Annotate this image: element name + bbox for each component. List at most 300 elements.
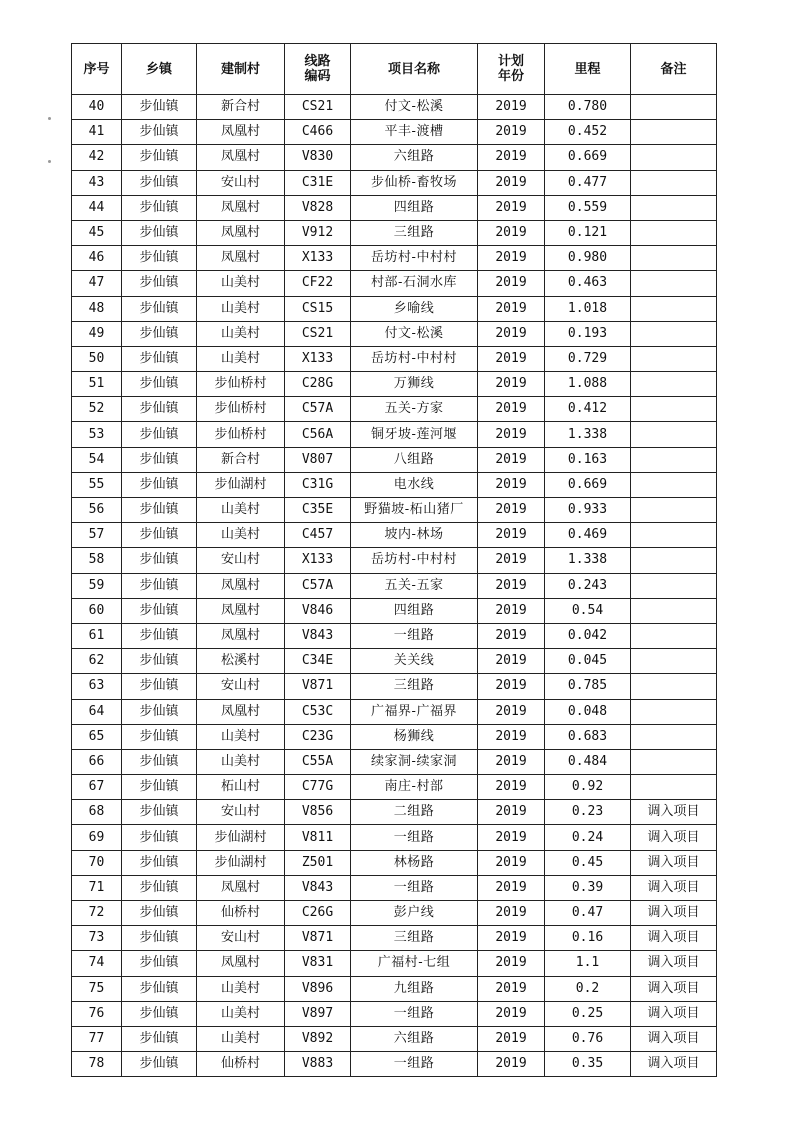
- cell-village: 山美村: [197, 296, 285, 321]
- cell-project: 岳坊村-中村村: [351, 548, 478, 573]
- cell-mileage: 0.484: [545, 749, 631, 774]
- header-code: [285, 44, 351, 95]
- cell-town: 步仙镇: [122, 724, 197, 749]
- cell-project: 岳坊村-中村村: [351, 346, 478, 371]
- cell-town: 步仙镇: [122, 397, 197, 422]
- cell-no: 72: [72, 901, 122, 926]
- table-row: [72, 271, 717, 296]
- cell-town: 步仙镇: [122, 372, 197, 397]
- cell-year: 2019: [478, 623, 545, 648]
- cell-town: 步仙镇: [122, 321, 197, 346]
- cell-year: 2019: [478, 573, 545, 598]
- cell-project: 二组路: [351, 800, 478, 825]
- cell-year: 2019: [478, 1052, 545, 1077]
- cell-code: V843: [285, 875, 351, 900]
- cell-project: 一组路: [351, 1001, 478, 1026]
- cell-remark: [631, 296, 717, 321]
- cell-project: 三组路: [351, 674, 478, 699]
- cell-no: 78: [72, 1052, 122, 1077]
- table-row: [72, 875, 717, 900]
- cell-code: V896: [285, 976, 351, 1001]
- table-row: [72, 926, 717, 951]
- cell-village: 安山村: [197, 926, 285, 951]
- cell-no: 76: [72, 1001, 122, 1026]
- cell-mileage: 0.16: [545, 926, 631, 951]
- cell-year: 2019: [478, 1001, 545, 1026]
- cell-town: 步仙镇: [122, 296, 197, 321]
- cell-year: 2019: [478, 1026, 545, 1051]
- cell-code: V897: [285, 1001, 351, 1026]
- cell-town: 步仙镇: [122, 699, 197, 724]
- cell-village: 步仙湖村: [197, 472, 285, 497]
- cell-project: 付文-松溪: [351, 321, 478, 346]
- cell-project: 续家洞-续家洞: [351, 749, 478, 774]
- cell-village: 山美村: [197, 1026, 285, 1051]
- cell-no: 51: [72, 372, 122, 397]
- cell-code: C466: [285, 120, 351, 145]
- table-row: [72, 1026, 717, 1051]
- cell-year: 2019: [478, 901, 545, 926]
- cell-town: 步仙镇: [122, 573, 197, 598]
- cell-project: 关关线: [351, 649, 478, 674]
- header-no: 序号: [72, 44, 122, 95]
- cell-project: 彭户线: [351, 901, 478, 926]
- cell-village: 凤凰村: [197, 573, 285, 598]
- cell-village: 松溪村: [197, 649, 285, 674]
- cell-no: 49: [72, 321, 122, 346]
- cell-remark: [631, 170, 717, 195]
- cell-year: 2019: [478, 523, 545, 548]
- cell-year: 2019: [478, 95, 545, 120]
- cell-mileage: 0.25: [545, 1001, 631, 1026]
- cell-village: 新合村: [197, 447, 285, 472]
- cell-town: 步仙镇: [122, 926, 197, 951]
- cell-town: 步仙镇: [122, 170, 197, 195]
- cell-remark: [631, 372, 717, 397]
- cell-mileage: 1.018: [545, 296, 631, 321]
- cell-project: 电水线: [351, 472, 478, 497]
- cell-village: 仙桥村: [197, 1052, 285, 1077]
- cell-no: 60: [72, 598, 122, 623]
- cell-no: 46: [72, 246, 122, 271]
- cell-code: V830: [285, 145, 351, 170]
- cell-mileage: 0.76: [545, 1026, 631, 1051]
- table-row: [72, 246, 717, 271]
- cell-village: 安山村: [197, 548, 285, 573]
- cell-code: C57A: [285, 573, 351, 598]
- cell-mileage: 0.463: [545, 271, 631, 296]
- cell-town: 步仙镇: [122, 623, 197, 648]
- cell-project: 五关-五家: [351, 573, 478, 598]
- cell-year: 2019: [478, 850, 545, 875]
- cell-project: 一组路: [351, 875, 478, 900]
- cell-mileage: 0.39: [545, 875, 631, 900]
- cell-village: 凤凰村: [197, 875, 285, 900]
- cell-code: CS15: [285, 296, 351, 321]
- cell-year: 2019: [478, 372, 545, 397]
- cell-village: 山美村: [197, 749, 285, 774]
- cell-remark: [631, 498, 717, 523]
- cell-remark: [631, 397, 717, 422]
- cell-year: 2019: [478, 749, 545, 774]
- cell-code: V807: [285, 447, 351, 472]
- table-header-row: [72, 44, 717, 95]
- cell-project: 坡内-林场: [351, 523, 478, 548]
- cell-village: 山美村: [197, 976, 285, 1001]
- cell-code: C53C: [285, 699, 351, 724]
- cell-no: 45: [72, 220, 122, 245]
- header-year-line2: 年份: [497, 69, 524, 84]
- cell-code: C35E: [285, 498, 351, 523]
- table-row: [72, 321, 717, 346]
- cell-code: V912: [285, 220, 351, 245]
- cell-town: 步仙镇: [122, 447, 197, 472]
- cell-year: 2019: [478, 875, 545, 900]
- cell-no: 70: [72, 850, 122, 875]
- cell-remark: 调入项目: [631, 1052, 717, 1077]
- cell-year: 2019: [478, 422, 545, 447]
- header-remark: 备注: [631, 44, 717, 95]
- cell-code: V843: [285, 623, 351, 648]
- cell-code: C56A: [285, 422, 351, 447]
- cell-project: 广福村-七组: [351, 951, 478, 976]
- cell-project: 乡喻线: [351, 296, 478, 321]
- cell-code: X133: [285, 346, 351, 371]
- table-row: [72, 951, 717, 976]
- cell-mileage: 0.35: [545, 1052, 631, 1077]
- cell-year: 2019: [478, 548, 545, 573]
- table-row: [72, 825, 717, 850]
- cell-no: 58: [72, 548, 122, 573]
- table-row: [72, 724, 717, 749]
- cell-mileage: 0.23: [545, 800, 631, 825]
- cell-village: 步仙桥村: [197, 372, 285, 397]
- cell-mileage: 0.243: [545, 573, 631, 598]
- cell-project: 平丰-渡槽: [351, 120, 478, 145]
- cell-mileage: 0.121: [545, 220, 631, 245]
- cell-remark: [631, 145, 717, 170]
- cell-year: 2019: [478, 649, 545, 674]
- cell-town: 步仙镇: [122, 472, 197, 497]
- cell-no: 56: [72, 498, 122, 523]
- cell-year: 2019: [478, 699, 545, 724]
- cell-project: 五关-方家: [351, 397, 478, 422]
- cell-code: C31G: [285, 472, 351, 497]
- cell-year: 2019: [478, 346, 545, 371]
- cell-no: 55: [72, 472, 122, 497]
- cell-village: 凤凰村: [197, 246, 285, 271]
- cell-year: 2019: [478, 170, 545, 195]
- cell-year: 2019: [478, 598, 545, 623]
- cell-village: 山美村: [197, 498, 285, 523]
- cell-mileage: 0.669: [545, 145, 631, 170]
- cell-town: 步仙镇: [122, 800, 197, 825]
- cell-village: 凤凰村: [197, 220, 285, 245]
- cell-remark: [631, 598, 717, 623]
- cell-no: 43: [72, 170, 122, 195]
- cell-village: 新合村: [197, 95, 285, 120]
- cell-code: V871: [285, 674, 351, 699]
- cell-year: 2019: [478, 498, 545, 523]
- cell-project: 一组路: [351, 623, 478, 648]
- road-project-table: [71, 43, 717, 1077]
- cell-project: 三组路: [351, 220, 478, 245]
- cell-year: 2019: [478, 120, 545, 145]
- table-row: [72, 598, 717, 623]
- cell-mileage: 0.24: [545, 825, 631, 850]
- scan-mark: [48, 160, 51, 163]
- table-body: [72, 95, 717, 1077]
- table-row: [72, 901, 717, 926]
- cell-project: 六组路: [351, 1026, 478, 1051]
- header-town: 乡镇: [122, 44, 197, 95]
- cell-no: 47: [72, 271, 122, 296]
- cell-village: 凤凰村: [197, 951, 285, 976]
- cell-mileage: 0.785: [545, 674, 631, 699]
- cell-no: 52: [72, 397, 122, 422]
- cell-town: 步仙镇: [122, 548, 197, 573]
- cell-mileage: 0.042: [545, 623, 631, 648]
- cell-code: C28G: [285, 372, 351, 397]
- cell-no: 53: [72, 422, 122, 447]
- cell-mileage: 1.088: [545, 372, 631, 397]
- cell-village: 凤凰村: [197, 598, 285, 623]
- cell-year: 2019: [478, 926, 545, 951]
- cell-no: 74: [72, 951, 122, 976]
- cell-remark: 调入项目: [631, 825, 717, 850]
- cell-mileage: 0.045: [545, 649, 631, 674]
- cell-village: 凤凰村: [197, 623, 285, 648]
- cell-project: 八组路: [351, 447, 478, 472]
- table-row: [72, 573, 717, 598]
- table-row: [72, 1052, 717, 1077]
- cell-remark: [631, 523, 717, 548]
- cell-town: 步仙镇: [122, 749, 197, 774]
- cell-no: 73: [72, 926, 122, 951]
- cell-remark: [631, 120, 717, 145]
- scan-mark: [48, 117, 51, 120]
- cell-mileage: 0.980: [545, 246, 631, 271]
- cell-remark: [631, 422, 717, 447]
- cell-town: 步仙镇: [122, 120, 197, 145]
- cell-year: 2019: [478, 976, 545, 1001]
- cell-no: 48: [72, 296, 122, 321]
- cell-remark: [631, 573, 717, 598]
- cell-remark: [631, 472, 717, 497]
- cell-mileage: 0.048: [545, 699, 631, 724]
- cell-mileage: 1.1: [545, 951, 631, 976]
- cell-no: 54: [72, 447, 122, 472]
- cell-mileage: 0.780: [545, 95, 631, 120]
- cell-code: Z501: [285, 850, 351, 875]
- cell-code: C457: [285, 523, 351, 548]
- cell-no: 62: [72, 649, 122, 674]
- table-row: [72, 649, 717, 674]
- cell-project: 万狮线: [351, 372, 478, 397]
- cell-project: 九组路: [351, 976, 478, 1001]
- cell-no: 64: [72, 699, 122, 724]
- cell-project: 一组路: [351, 825, 478, 850]
- cell-town: 步仙镇: [122, 951, 197, 976]
- table-row: [72, 1001, 717, 1026]
- cell-code: CS21: [285, 321, 351, 346]
- cell-village: 步仙湖村: [197, 850, 285, 875]
- cell-code: CS21: [285, 95, 351, 120]
- cell-mileage: 0.559: [545, 195, 631, 220]
- cell-remark: 调入项目: [631, 1001, 717, 1026]
- cell-remark: [631, 346, 717, 371]
- cell-year: 2019: [478, 145, 545, 170]
- cell-year: 2019: [478, 397, 545, 422]
- cell-remark: [631, 749, 717, 774]
- cell-mileage: 0.933: [545, 498, 631, 523]
- cell-no: 67: [72, 775, 122, 800]
- cell-year: 2019: [478, 296, 545, 321]
- cell-village: 凤凰村: [197, 120, 285, 145]
- cell-town: 步仙镇: [122, 422, 197, 447]
- cell-remark: [631, 775, 717, 800]
- table-row: [72, 548, 717, 573]
- cell-village: 山美村: [197, 346, 285, 371]
- cell-year: 2019: [478, 800, 545, 825]
- cell-no: 40: [72, 95, 122, 120]
- cell-code: C55A: [285, 749, 351, 774]
- cell-no: 41: [72, 120, 122, 145]
- cell-no: 68: [72, 800, 122, 825]
- cell-mileage: 0.2: [545, 976, 631, 1001]
- cell-village: 安山村: [197, 170, 285, 195]
- table-row: [72, 976, 717, 1001]
- cell-remark: [631, 220, 717, 245]
- table-row: [72, 699, 717, 724]
- cell-project: 一组路: [351, 1052, 478, 1077]
- cell-town: 步仙镇: [122, 901, 197, 926]
- cell-village: 仙桥村: [197, 901, 285, 926]
- table-row: [72, 145, 717, 170]
- cell-code: C34E: [285, 649, 351, 674]
- cell-town: 步仙镇: [122, 598, 197, 623]
- cell-project: 林杨路: [351, 850, 478, 875]
- cell-remark: [631, 724, 717, 749]
- cell-year: 2019: [478, 775, 545, 800]
- cell-village: 山美村: [197, 271, 285, 296]
- cell-code: V856: [285, 800, 351, 825]
- header-year-line1: 计划: [497, 54, 524, 69]
- cell-town: 步仙镇: [122, 523, 197, 548]
- cell-mileage: 0.412: [545, 397, 631, 422]
- cell-project: 六组路: [351, 145, 478, 170]
- cell-no: 50: [72, 346, 122, 371]
- cell-village: 山美村: [197, 1001, 285, 1026]
- cell-town: 步仙镇: [122, 498, 197, 523]
- cell-village: 步仙桥村: [197, 397, 285, 422]
- cell-mileage: 0.92: [545, 775, 631, 800]
- cell-remark: [631, 447, 717, 472]
- cell-project: 杨狮线: [351, 724, 478, 749]
- cell-code: V846: [285, 598, 351, 623]
- header-mileage: 里程: [545, 44, 631, 95]
- cell-town: 步仙镇: [122, 976, 197, 1001]
- cell-code: C31E: [285, 170, 351, 195]
- cell-year: 2019: [478, 472, 545, 497]
- cell-remark: 调入项目: [631, 901, 717, 926]
- table-row: [72, 800, 717, 825]
- cell-no: 71: [72, 875, 122, 900]
- table-row: [72, 623, 717, 648]
- cell-code: V828: [285, 195, 351, 220]
- cell-village: 山美村: [197, 321, 285, 346]
- cell-project: 步仙桥-畜牧场: [351, 170, 478, 195]
- cell-village: 柘山村: [197, 775, 285, 800]
- cell-no: 42: [72, 145, 122, 170]
- cell-mileage: 1.338: [545, 422, 631, 447]
- cell-mileage: 0.683: [545, 724, 631, 749]
- table-row: [72, 422, 717, 447]
- cell-year: 2019: [478, 951, 545, 976]
- cell-code: C23G: [285, 724, 351, 749]
- cell-remark: [631, 271, 717, 296]
- cell-remark: [631, 195, 717, 220]
- cell-mileage: 0.469: [545, 523, 631, 548]
- cell-town: 步仙镇: [122, 850, 197, 875]
- cell-village: 凤凰村: [197, 699, 285, 724]
- cell-remark: [631, 674, 717, 699]
- cell-code: V883: [285, 1052, 351, 1077]
- cell-year: 2019: [478, 447, 545, 472]
- cell-remark: [631, 548, 717, 573]
- cell-village: 安山村: [197, 674, 285, 699]
- header-project: 项目名称: [351, 44, 478, 95]
- cell-mileage: 0.452: [545, 120, 631, 145]
- table-row: [72, 346, 717, 371]
- cell-mileage: 0.669: [545, 472, 631, 497]
- cell-town: 步仙镇: [122, 220, 197, 245]
- cell-no: 66: [72, 749, 122, 774]
- cell-code: X133: [285, 548, 351, 573]
- table-row: [72, 447, 717, 472]
- cell-no: 65: [72, 724, 122, 749]
- table-row: [72, 120, 717, 145]
- cell-remark: [631, 623, 717, 648]
- cell-mileage: 0.193: [545, 321, 631, 346]
- cell-town: 步仙镇: [122, 1026, 197, 1051]
- cell-project: 岳坊村-中村村: [351, 246, 478, 271]
- cell-village: 步仙湖村: [197, 825, 285, 850]
- cell-village: 凤凰村: [197, 145, 285, 170]
- cell-year: 2019: [478, 271, 545, 296]
- header-code-line1: 线路: [304, 54, 331, 69]
- cell-code: C57A: [285, 397, 351, 422]
- header-year: [478, 44, 545, 95]
- cell-village: 步仙桥村: [197, 422, 285, 447]
- cell-project: 南庄-村部: [351, 775, 478, 800]
- cell-town: 步仙镇: [122, 1052, 197, 1077]
- cell-village: 安山村: [197, 800, 285, 825]
- cell-code: V871: [285, 926, 351, 951]
- cell-town: 步仙镇: [122, 875, 197, 900]
- cell-code: V811: [285, 825, 351, 850]
- cell-town: 步仙镇: [122, 195, 197, 220]
- cell-project: 付文-松溪: [351, 95, 478, 120]
- cell-project: 四组路: [351, 195, 478, 220]
- cell-town: 步仙镇: [122, 649, 197, 674]
- table-row: [72, 95, 717, 120]
- cell-remark: [631, 699, 717, 724]
- table-row: [72, 749, 717, 774]
- cell-remark: 调入项目: [631, 1026, 717, 1051]
- table-row: [72, 498, 717, 523]
- cell-mileage: 1.338: [545, 548, 631, 573]
